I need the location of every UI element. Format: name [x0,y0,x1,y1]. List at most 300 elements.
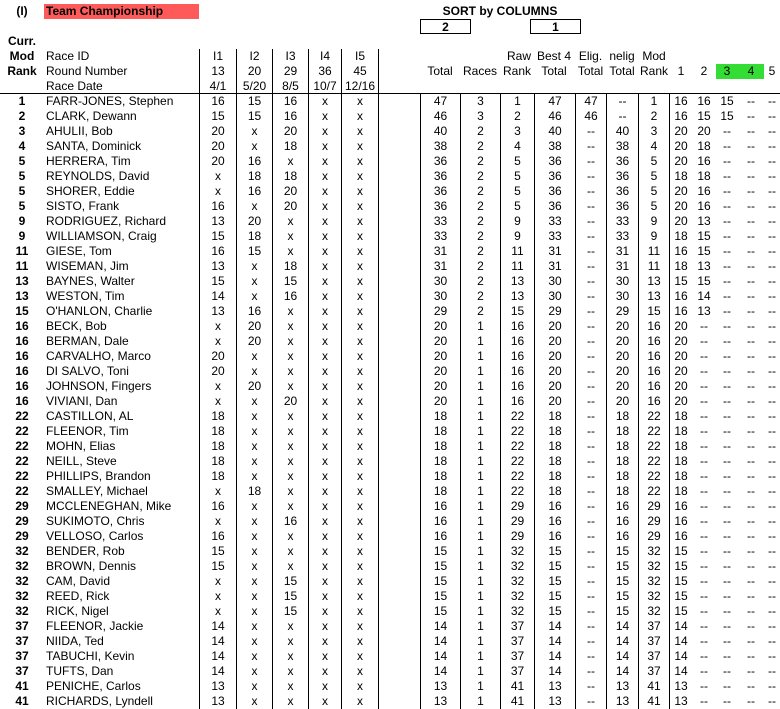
race-2-cell[interactable]: 16 [236,304,272,319]
table-row[interactable] [0,679,780,694]
race-4-cell[interactable]: x [308,124,341,139]
nelig-total-cell[interactable]: 14 [606,664,638,679]
extra-4-cell[interactable]: -- [747,124,755,138]
race-3-cell[interactable]: x [272,154,308,169]
table-row[interactable] [0,244,780,259]
total-cell[interactable]: 29 [420,304,460,319]
rank-cell[interactable]: 16 [15,319,29,333]
race-2-cell[interactable]: 15 [236,109,272,124]
best4-total-cell[interactable]: 14 [534,619,575,634]
rank-cell[interactable]: 11 [15,259,29,273]
raw-rank-cell[interactable]: 29 [500,529,534,544]
total-cell[interactable]: 47 [420,94,460,109]
race-3-cell[interactable]: x [272,559,308,574]
raw-rank-cell[interactable]: 16 [500,334,534,349]
race-3-cell[interactable]: 16 [272,94,308,109]
nelig-total-cell[interactable]: 15 [606,604,638,619]
table-row[interactable] [0,589,780,604]
extra-5-cell[interactable]: -- [768,469,776,483]
race-5-cell[interactable]: x [341,274,379,289]
extra-1-cell[interactable]: 15 [674,574,688,588]
race-1-cell[interactable]: 13 [199,214,236,229]
elig-total-cell[interactable]: -- [575,679,606,694]
race-1-cell[interactable]: 20 [199,364,236,379]
extra-2-cell[interactable]: 13 [697,214,711,228]
extra-5-cell[interactable]: -- [768,289,776,303]
race-1-cell[interactable]: 20 [199,139,236,154]
race-5-cell[interactable]: x [341,424,379,439]
best4-total-cell[interactable]: 18 [534,439,575,454]
extra-2-cell[interactable]: 15 [697,109,711,123]
extra-4-cell[interactable]: -- [747,664,755,678]
race-4-cell[interactable]: x [308,544,341,559]
total-cell[interactable]: 31 [420,259,460,274]
extra-5-cell[interactable]: -- [768,214,776,228]
extra-1-cell[interactable]: 20 [674,394,688,408]
rank-cell[interactable]: 29 [15,529,29,543]
race-3-cell[interactable]: x [272,469,308,484]
table-row[interactable] [0,394,780,409]
driver-name-cell[interactable]: VIVIANI, Dan [46,394,118,408]
total-cell[interactable]: 18 [420,409,460,424]
races-cell[interactable]: 1 [460,634,500,649]
race-5-cell[interactable]: x [341,214,379,229]
driver-name-cell[interactable]: MOHN, Elias [46,439,116,453]
extra-2-cell[interactable]: -- [700,664,708,678]
race-5-cell[interactable]: x [341,349,379,364]
extra-5-cell[interactable]: -- [768,589,776,603]
race-1-cell[interactable]: 13 [199,694,236,709]
extra-2-cell[interactable]: -- [700,394,708,408]
race-5-cell[interactable]: x [341,664,379,679]
rank-cell[interactable]: 41 [15,679,29,693]
rank-cell[interactable]: 22 [15,484,29,498]
extra-5-cell[interactable]: -- [768,169,776,183]
total-cell[interactable]: 31 [420,244,460,259]
raw-rank-cell[interactable]: 37 [500,649,534,664]
mod-rank-cell[interactable]: 16 [638,364,670,379]
races-cell[interactable]: 1 [460,589,500,604]
extra-3-cell[interactable]: -- [723,589,731,603]
extra-2-cell[interactable]: -- [700,604,708,618]
mod-rank-cell[interactable]: 37 [638,619,670,634]
extra-5-cell[interactable]: -- [768,619,776,633]
raw-rank-cell[interactable]: 5 [500,169,534,184]
table-row[interactable] [0,214,780,229]
driver-name-cell[interactable]: CASTILLON, AL [46,409,134,423]
race-5-cell[interactable]: x [341,334,379,349]
extra-1-cell[interactable]: 16 [674,109,688,123]
extra-3-cell[interactable]: -- [723,334,731,348]
extra-4-cell[interactable]: -- [747,139,755,153]
extra-3-cell[interactable]: -- [723,574,731,588]
mod-rank-cell[interactable]: 4 [638,139,670,154]
extra-3-cell[interactable]: 15 [720,94,734,108]
mod-rank-cell[interactable]: 41 [638,694,670,709]
raw-rank-cell[interactable]: 4 [500,139,534,154]
rank-cell[interactable]: 5 [18,154,26,168]
nelig-total-cell[interactable]: 18 [606,424,638,439]
race-2-cell[interactable]: x [236,199,272,214]
rank-cell[interactable]: 16 [15,394,29,408]
race-2-cell[interactable]: 16 [236,184,272,199]
best4-total-cell[interactable]: 13 [534,679,575,694]
race-5-cell[interactable]: x [341,184,379,199]
extra-3-cell[interactable]: -- [723,214,731,228]
extra-4-cell[interactable]: -- [747,94,755,108]
total-cell[interactable]: 30 [420,274,460,289]
race-2-cell[interactable]: x [236,439,272,454]
extra-2-cell[interactable]: -- [700,694,708,708]
extra-5-cell[interactable]: -- [768,349,776,363]
extra-1-cell[interactable]: 20 [674,199,688,213]
race-4-cell[interactable]: x [308,394,341,409]
raw-rank-cell[interactable]: 22 [500,484,534,499]
raw-rank-cell[interactable]: 22 [500,409,534,424]
raw-rank-cell[interactable]: 1 [500,94,534,109]
mod-rank-cell[interactable]: 5 [638,154,670,169]
nelig-total-cell[interactable]: 36 [606,199,638,214]
elig-total-cell[interactable]: -- [575,139,606,154]
nelig-total-cell[interactable]: 15 [606,589,638,604]
mod-rank-cell[interactable]: 5 [638,169,670,184]
races-cell[interactable]: 1 [460,454,500,469]
mod-rank-cell[interactable]: 29 [638,499,670,514]
nelig-total-cell[interactable]: 20 [606,394,638,409]
extra-1-cell[interactable]: 18 [674,259,688,273]
total-cell[interactable]: 20 [420,349,460,364]
driver-name-cell[interactable]: PHILLIPS, Brandon [46,469,151,483]
best4-total-cell[interactable]: 46 [534,109,575,124]
best4-total-cell[interactable]: 15 [534,604,575,619]
race-1-cell[interactable]: x [199,574,236,589]
best4-total-cell[interactable]: 15 [534,574,575,589]
race-4-cell[interactable]: x [308,499,341,514]
race-4-cell[interactable]: x [308,244,341,259]
driver-name-cell[interactable]: WILLIAMSON, Craig [46,229,157,243]
rank-cell[interactable]: 22 [15,454,29,468]
elig-total-cell[interactable]: -- [575,379,606,394]
extra-1-cell[interactable]: 18 [674,454,688,468]
race-3-cell[interactable]: x [272,379,308,394]
mod-rank-cell[interactable]: 29 [638,514,670,529]
mod-rank-cell[interactable]: 15 [638,304,670,319]
driver-name-cell[interactable]: AHULII, Bob [46,124,113,138]
total-cell[interactable]: 15 [420,559,460,574]
extra-3-cell[interactable]: -- [723,409,731,423]
best4-total-cell[interactable]: 33 [534,229,575,244]
elig-total-cell[interactable]: -- [575,604,606,619]
extra-2-cell[interactable]: -- [700,409,708,423]
driver-name-cell[interactable]: WISEMAN, Jim [46,259,129,273]
extra-4-cell[interactable]: -- [747,319,755,333]
elig-total-cell[interactable]: -- [575,664,606,679]
extra-5-cell[interactable]: -- [768,274,776,288]
extra-2-cell[interactable]: 14 [697,289,711,303]
race-2-cell[interactable]: 18 [236,229,272,244]
elig-total-cell[interactable]: -- [575,424,606,439]
elig-total-cell[interactable]: -- [575,409,606,424]
extra-2-cell[interactable]: 16 [697,154,711,168]
best4-total-cell[interactable]: 29 [534,304,575,319]
extra-1-cell[interactable]: 20 [674,184,688,198]
raw-rank-cell[interactable]: 32 [500,574,534,589]
rank-cell[interactable]: 5 [18,169,26,183]
nelig-total-cell[interactable]: 18 [606,469,638,484]
elig-total-cell[interactable]: -- [575,214,606,229]
race-1-cell[interactable]: 15 [199,229,236,244]
race-2-cell[interactable]: x [236,604,272,619]
rank-cell[interactable]: 11 [15,244,29,258]
nelig-total-cell[interactable]: 15 [606,544,638,559]
race-4-cell[interactable]: x [308,229,341,244]
extra-5-cell[interactable]: -- [768,454,776,468]
best4-total-cell[interactable]: 14 [534,634,575,649]
race-3-cell[interactable]: 16 [272,514,308,529]
total-cell[interactable]: 38 [420,139,460,154]
race-4-cell[interactable]: x [308,319,341,334]
race-4-cell[interactable]: x [308,94,341,109]
races-cell[interactable]: 2 [460,199,500,214]
table-row[interactable] [0,154,780,169]
driver-name-cell[interactable]: RICK, Nigel [46,604,109,618]
race-1-cell[interactable]: 15 [199,559,236,574]
extra-4-cell[interactable]: -- [747,154,755,168]
extra-5-cell[interactable]: -- [768,94,776,108]
races-cell[interactable]: 1 [460,334,500,349]
elig-total-cell[interactable]: -- [575,514,606,529]
rank-cell[interactable]: 32 [15,559,29,573]
race-5-cell[interactable]: x [341,574,379,589]
race-5-cell[interactable]: x [341,529,379,544]
total-cell[interactable]: 18 [420,469,460,484]
races-cell[interactable]: 2 [460,244,500,259]
race-2-cell[interactable]: 15 [236,94,272,109]
best4-total-cell[interactable]: 18 [534,484,575,499]
extra-5-cell[interactable]: -- [768,424,776,438]
elig-total-cell[interactable]: -- [575,244,606,259]
elig-total-cell[interactable]: -- [575,304,606,319]
extra-3-cell[interactable]: -- [723,154,731,168]
best4-total-cell[interactable]: 36 [534,184,575,199]
race-4-cell[interactable]: x [308,649,341,664]
race-4-cell[interactable]: x [308,289,341,304]
nelig-total-cell[interactable]: 33 [606,214,638,229]
race-4-cell[interactable]: x [308,214,341,229]
mod-rank-cell[interactable]: 22 [638,409,670,424]
extra-3-cell[interactable]: -- [723,184,731,198]
nelig-total-cell[interactable]: 20 [606,334,638,349]
raw-rank-cell[interactable]: 11 [500,259,534,274]
race-2-cell[interactable]: x [236,124,272,139]
extra-4-cell[interactable]: -- [747,619,755,633]
race-3-cell[interactable]: 15 [272,574,308,589]
race-5-cell[interactable]: x [341,559,379,574]
race-1-cell[interactable]: x [199,589,236,604]
race-4-cell[interactable]: x [308,259,341,274]
race-2-cell[interactable]: x [236,514,272,529]
race-5-cell[interactable]: x [341,289,379,304]
elig-total-cell[interactable]: -- [575,619,606,634]
race-3-cell[interactable]: 15 [272,274,308,289]
race-5-cell[interactable]: x [341,154,379,169]
race-4-cell[interactable]: x [308,679,341,694]
race-1-cell[interactable]: 20 [199,154,236,169]
nelig-total-cell[interactable]: 40 [606,124,638,139]
extra-5-cell[interactable]: -- [768,439,776,453]
nelig-total-cell[interactable]: 36 [606,154,638,169]
race-4-cell[interactable]: x [308,574,341,589]
table-row[interactable] [0,364,780,379]
extra-5-cell[interactable]: -- [768,679,776,693]
mod-rank-cell[interactable]: 32 [638,559,670,574]
race-1-cell[interactable]: x [199,334,236,349]
extra-1-cell[interactable]: 20 [674,124,688,138]
extra-5-cell[interactable]: -- [768,244,776,258]
extra-5-cell[interactable]: -- [768,199,776,213]
race-3-cell[interactable]: 18 [272,139,308,154]
race-5-cell[interactable]: x [341,604,379,619]
race-3-cell[interactable]: x [272,439,308,454]
elig-total-cell[interactable]: -- [575,529,606,544]
total-cell[interactable]: 14 [420,664,460,679]
elig-total-cell[interactable]: -- [575,229,606,244]
race-3-cell[interactable]: 20 [272,184,308,199]
race-3-cell[interactable]: x [272,544,308,559]
nelig-total-cell[interactable]: 18 [606,439,638,454]
nelig-total-cell[interactable]: 16 [606,529,638,544]
extra-1-cell[interactable]: 14 [674,664,688,678]
nelig-total-cell[interactable]: 18 [606,484,638,499]
total-cell[interactable]: 15 [420,589,460,604]
total-cell[interactable]: 46 [420,109,460,124]
table-row[interactable] [0,484,780,499]
table-row[interactable] [0,334,780,349]
extra-1-cell[interactable]: 16 [674,499,688,513]
races-cell[interactable]: 1 [460,574,500,589]
race-2-cell[interactable]: x [236,589,272,604]
rank-cell[interactable]: 16 [15,349,29,363]
race-2-cell[interactable]: x [236,694,272,709]
extra-2-cell[interactable]: 13 [697,304,711,318]
rank-cell[interactable]: 22 [15,439,29,453]
best4-total-cell[interactable]: 20 [534,379,575,394]
extra-1-cell[interactable]: 15 [674,544,688,558]
race-2-cell[interactable]: x [236,559,272,574]
race-1-cell[interactable]: 20 [199,124,236,139]
mod-rank-cell[interactable]: 11 [638,259,670,274]
race-5-cell[interactable]: x [341,514,379,529]
driver-name-cell[interactable]: BAYNES, Walter [46,274,135,288]
total-cell[interactable]: 20 [420,364,460,379]
total-cell[interactable]: 18 [420,454,460,469]
race-1-cell[interactable]: 15 [199,544,236,559]
race-5-cell[interactable]: x [341,409,379,424]
extra-4-cell[interactable]: -- [747,514,755,528]
race-1-cell[interactable]: 16 [199,244,236,259]
mod-rank-cell[interactable]: 22 [638,484,670,499]
extra-4-cell[interactable]: -- [747,529,755,543]
race-1-cell[interactable]: 13 [199,259,236,274]
nelig-total-cell[interactable]: 18 [606,409,638,424]
races-cell[interactable]: 2 [460,304,500,319]
extra-2-cell[interactable]: -- [700,679,708,693]
rank-cell[interactable]: 37 [15,634,29,648]
race-1-cell[interactable]: 14 [199,634,236,649]
total-cell[interactable]: 20 [420,319,460,334]
elig-total-cell[interactable]: -- [575,334,606,349]
nelig-total-cell[interactable]: 15 [606,559,638,574]
extra-3-cell[interactable]: -- [723,319,731,333]
driver-name-cell[interactable]: HERRERA, Tim [46,154,131,168]
extra-4-cell[interactable]: -- [747,649,755,663]
total-cell[interactable]: 36 [420,184,460,199]
raw-rank-cell[interactable]: 2 [500,109,534,124]
extra-3-cell[interactable]: -- [723,559,731,573]
race-4-cell[interactable]: x [308,349,341,364]
raw-rank-cell[interactable]: 29 [500,514,534,529]
elig-total-cell[interactable]: -- [575,439,606,454]
race-3-cell[interactable]: x [272,304,308,319]
table-row[interactable] [0,304,780,319]
elig-total-cell[interactable]: -- [575,289,606,304]
elig-total-cell[interactable]: -- [575,199,606,214]
extra-4-cell[interactable]: -- [747,469,755,483]
table-row[interactable] [0,94,780,109]
raw-rank-cell[interactable]: 37 [500,634,534,649]
best4-total-cell[interactable]: 18 [534,469,575,484]
elig-total-cell[interactable]: -- [575,274,606,289]
raw-rank-cell[interactable]: 11 [500,244,534,259]
race-3-cell[interactable]: 16 [272,109,308,124]
race-2-cell[interactable]: 20 [236,379,272,394]
race-4-cell[interactable]: x [308,439,341,454]
race-3-cell[interactable]: x [272,454,308,469]
extra-1-cell[interactable]: 18 [674,424,688,438]
best4-total-cell[interactable]: 14 [534,649,575,664]
total-cell[interactable]: 36 [420,199,460,214]
race-4-cell[interactable]: x [308,199,341,214]
extra-3-cell[interactable]: -- [723,484,731,498]
race-4-cell[interactable]: x [308,169,341,184]
driver-name-cell[interactable]: TABUCHI, Kevin [46,649,135,663]
extra-3-cell[interactable]: -- [723,124,731,138]
extra-5-cell[interactable]: -- [768,604,776,618]
extra-5-cell[interactable]: -- [768,139,776,153]
races-cell[interactable]: 1 [460,319,500,334]
extra-3-cell[interactable]: -- [723,289,731,303]
extra-5-cell[interactable]: -- [768,319,776,333]
total-cell[interactable]: 20 [420,334,460,349]
race-4-cell[interactable]: x [308,469,341,484]
extra-2-cell[interactable]: 16 [697,94,711,108]
extra-5-cell[interactable]: -- [768,259,776,273]
best4-total-cell[interactable]: 20 [534,394,575,409]
extra-4-cell[interactable]: -- [747,484,755,498]
extra-3-cell[interactable]: -- [723,694,731,708]
race-1-cell[interactable]: 18 [199,454,236,469]
extra-2-cell[interactable]: -- [700,364,708,378]
mod-rank-cell[interactable]: 16 [638,394,670,409]
extra-1-cell[interactable]: 15 [674,559,688,573]
mod-rank-cell[interactable]: 16 [638,319,670,334]
race-5-cell[interactable]: x [341,439,379,454]
races-cell[interactable]: 1 [460,679,500,694]
raw-rank-cell[interactable]: 16 [500,364,534,379]
races-cell[interactable]: 1 [460,514,500,529]
total-cell[interactable]: 20 [420,394,460,409]
best4-total-cell[interactable]: 15 [534,544,575,559]
